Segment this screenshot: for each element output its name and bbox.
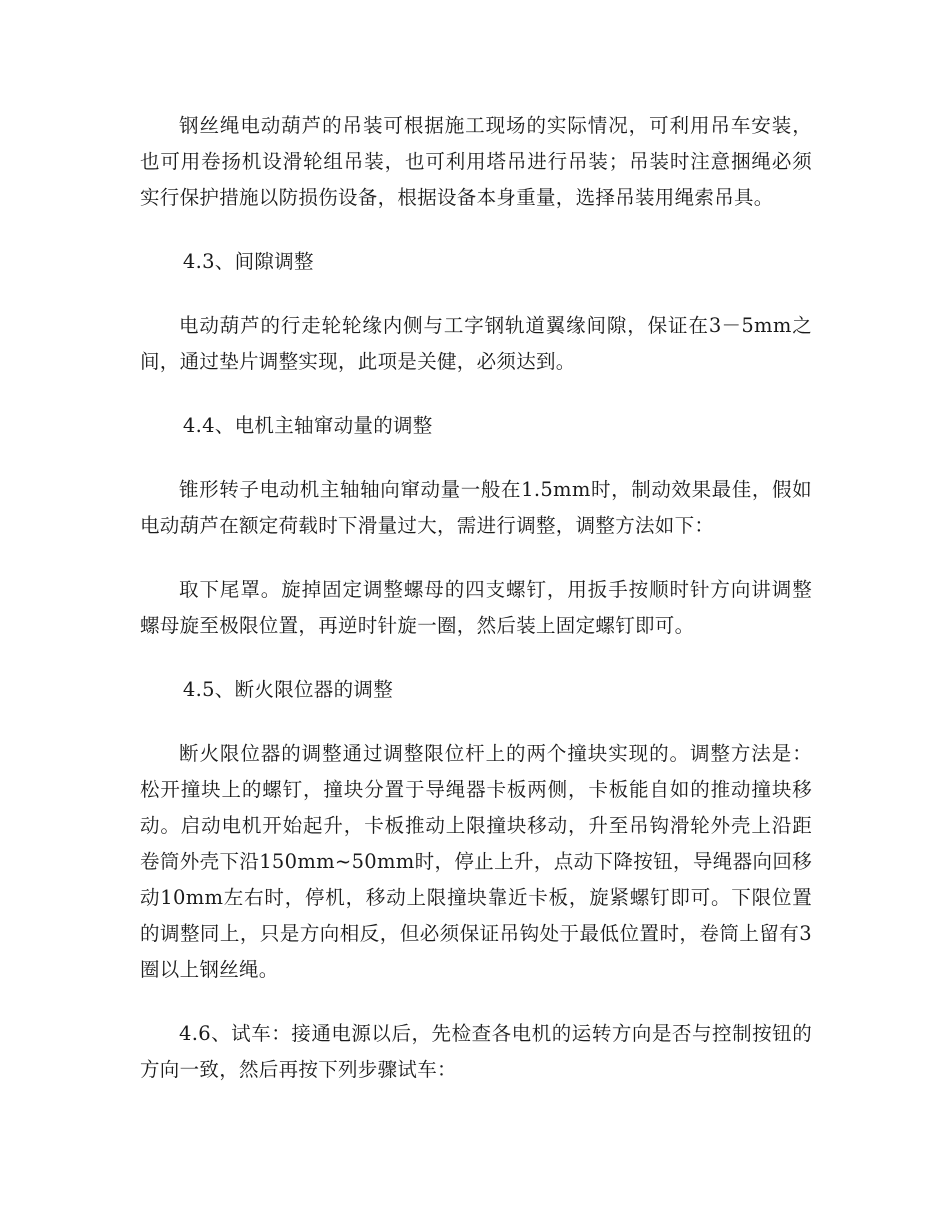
paragraph-test-run: 4.6、试车：接通电源以后，先检查各电机的运转方向是否与控制按钮的方向一致，然后再按下列步骤试车： — [140, 1022, 812, 1081]
document-body — [140, 108, 812, 1088]
paragraph-axial-play: 锥形转子电动机主轴轴向窜动量一般在1.5mm时，制动效果最佳，假如电动葫芦在额定荷载时下滑量过大，需进行调整，调整方法如下： — [140, 478, 812, 537]
paragraph-adjust-steps: 取下尾罩。旋掉固定调整螺母的四支螺钉，用扳手按顺时针方向讲调整螺母旋至极限位置，再逆时针旋一圈，然后装上固定螺钉即可。 — [140, 578, 812, 637]
heading-4-4: 4.4、电机主轴窜动量的调整 — [182, 414, 433, 437]
paragraph-gap-adjustment: 电动葫芦的行走轮轮缘内侧与工字钢轨道翼缘间隙，保证在3－5mm之间，通过垫片调整实现，此项是关健，必须达到。 — [140, 314, 812, 373]
paragraph-limit-switch: 断火限位器的调整通过调整限位杆上的两个撞块实现的。调整方法是：松开撞块上的螺钉，撞块分置于导绳器卡板两侧，卡板能自如的推动撞块移动。启动电机开始起升，卡板推动上限撞块移动，升至吊钩滑轮外壳上沿距卷筒外壳下沿150mm~50mm时，停止上升，点动下降按钮，导绳器向回移动10mm左右时，停机，移动上限撞块靠近卡板，旋紧螺钉即可。下限位置的调整同上，只是方向相反，但必须保证吊钩处于最低位置时，卷筒上留有3圈以上钢丝绳。 — [140, 742, 812, 981]
paragraph-hoisting: 钢丝绳电动葫芦的吊装可根据施工现场的实际情况，可利用吊车安装，也可用卷扬机设滑轮组吊装，也可利用塔吊进行吊装；吊装时注意捆绳必须实行保护措施以防损伤设备，根据设备本身重量，选择吊装用绳索吊具。 — [140, 114, 812, 209]
heading-4-3: 4.3、间隙调整 — [182, 250, 314, 273]
heading-4-5: 4.5、断火限位器的调整 — [182, 678, 394, 701]
